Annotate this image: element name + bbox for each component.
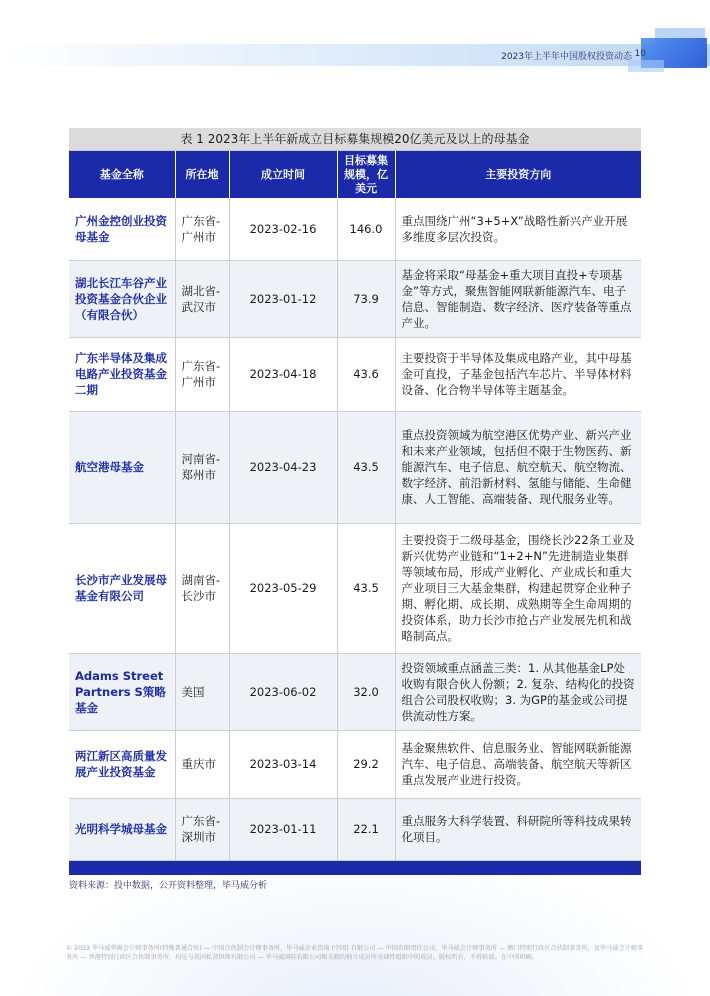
column-header: 成立时间 [229, 151, 337, 198]
fund-location: 重庆市 [175, 730, 229, 798]
page-number: 10 [634, 49, 646, 59]
fund-location: 湖南省-长沙市 [175, 523, 229, 653]
column-header: 主要投资方向 [395, 151, 641, 198]
fund-name: 长沙市产业发展母基金有限公司 [69, 523, 175, 653]
fund-table [69, 151, 641, 861]
fund-name: 光明科学城母基金 [69, 798, 175, 860]
fund-name: Adams Street Partners S策略基金 [69, 653, 175, 730]
fund-date: 2023-01-11 [229, 798, 337, 860]
fund-amount: 43.5 [337, 523, 395, 653]
fund-date: 2023-03-14 [229, 730, 337, 798]
fund-date: 2023-05-29 [229, 523, 337, 653]
column-header: 目标募集规模，亿美元 [337, 151, 395, 198]
fund-amount: 32.0 [337, 653, 395, 730]
fund-location: 美国 [175, 653, 229, 730]
fund-date: 2023-06-02 [229, 653, 337, 730]
table-row [69, 730, 641, 798]
table-row [69, 198, 641, 260]
fund-direction: 重点围绕广州“3+5+X”战略性新兴产业开展多维度多层次投资。 [395, 198, 641, 260]
fund-amount: 29.2 [337, 730, 395, 798]
fund-table-section [69, 128, 641, 875]
fund-amount: 73.9 [337, 260, 395, 337]
fund-direction: 主要投资于二级母基金，围绕长沙22条工业及新兴优势产业链和“1+2+N”先进制造业集群等领域布局，形成产业孵化、产业成长和重大产业项目三大基金集群，构建起贯穿企业种子期、孵化期、成长期、成熟期等全生命周期的投资体系，助力长沙市抢占产业发展先机和战略制高点。 [395, 523, 641, 653]
column-header: 所在地 [175, 151, 229, 198]
fund-direction: 重点投资领域为航空港区优势产业、新兴产业和未来产业领域，包括但不限于生物医药、新能源汽车、电子信息、航空航天、航空物流、数字经济、前沿新材料、氢能与储能、生命健康、人工智能、高端装备、现代服务业等。 [395, 411, 641, 523]
header-decoration [628, 60, 664, 72]
fund-amount: 22.1 [337, 798, 395, 860]
fund-direction: 重点服务大科学装置、科研院所等科技成果转化项目。 [395, 798, 641, 860]
table-row [69, 260, 641, 337]
fund-location: 广东省-广州市 [175, 337, 229, 411]
fund-name: 航空港母基金 [69, 411, 175, 523]
table-caption: 表 1 2023年上半年新成立目标募集规模20亿美元及以上的母基金 [69, 128, 641, 151]
fund-direction: 基金将采取“母基金+重大项目直投+专项基金”等方式，聚焦智能网联新能源汽车、电子信息、智能制造、数字经济、医疗装备等重点产业。 [395, 260, 641, 337]
fund-date: 2023-04-23 [229, 411, 337, 523]
table-header-row [69, 151, 641, 198]
header-title: 2023年上半年中国股权投资动态 [501, 52, 632, 62]
fund-amount: 43.6 [337, 337, 395, 411]
fund-date: 2023-04-18 [229, 337, 337, 411]
fund-location: 广东省-深圳市 [175, 798, 229, 860]
fund-amount: 146.0 [337, 198, 395, 260]
fund-date: 2023-01-12 [229, 260, 337, 337]
fund-location: 河南省-郑州市 [175, 411, 229, 523]
fund-name: 广州金控创业投资母基金 [69, 198, 175, 260]
legal-notice: © 2023 毕马威华振会计师事务所(特殊普通合伙) — 中国合伙制会计师事务所，毕马威企业咨询 (中国) 有限公司 — 中国有限责任公司，毕马威会计师事务所 — 澳门特别行政区合伙制事务所，及毕马威会计师事务所 — 香港特别行政区合伙制事务所，均是与英国私营担保有限公司 — 毕马威国际有限公司相关联的独立成员所全球性组织中的成员。版权所有，不得转载。在中国印刷。 [66, 945, 644, 961]
table-row [69, 411, 641, 523]
fund-amount: 43.5 [337, 411, 395, 523]
fund-direction: 投资领域重点涵盖三类：1. 从其他基金LP处收购有限合伙人份额；2. 复杂、结构化的投资组合公司股权收购；3. 为GP的基金或公司提供流动性方案。 [395, 653, 641, 730]
fund-location: 广东省-广州市 [175, 198, 229, 260]
fund-direction: 基金聚焦软件、信息服务业、智能网联新能源汽车、电子信息、高端装备、航空航天等新区重点发展产业进行投资。 [395, 730, 641, 798]
source-note: 资料来源：投中数据，公开资料整理，毕马威分析 [69, 881, 268, 891]
fund-date: 2023-02-16 [229, 198, 337, 260]
fund-location: 湖北省-武汉市 [175, 260, 229, 337]
table-footer-bar [69, 861, 641, 875]
table-row [69, 798, 641, 860]
fund-name: 两江新区高质量发展产业投资基金 [69, 730, 175, 798]
table-row [69, 653, 641, 730]
fund-name: 广东半导体及集成电路产业投资基金二期 [69, 337, 175, 411]
table-row [69, 523, 641, 653]
fund-name: 湖北长江车谷产业投资基金合伙企业（有限合伙） [69, 260, 175, 337]
column-header: 基金全称 [69, 151, 175, 198]
fund-direction: 主要投资于半导体及集成电路产业，其中母基金可直投，子基金包括汽车芯片、半导体材料设备、化合物半导体等主题基金。 [395, 337, 641, 411]
table-row [69, 337, 641, 411]
